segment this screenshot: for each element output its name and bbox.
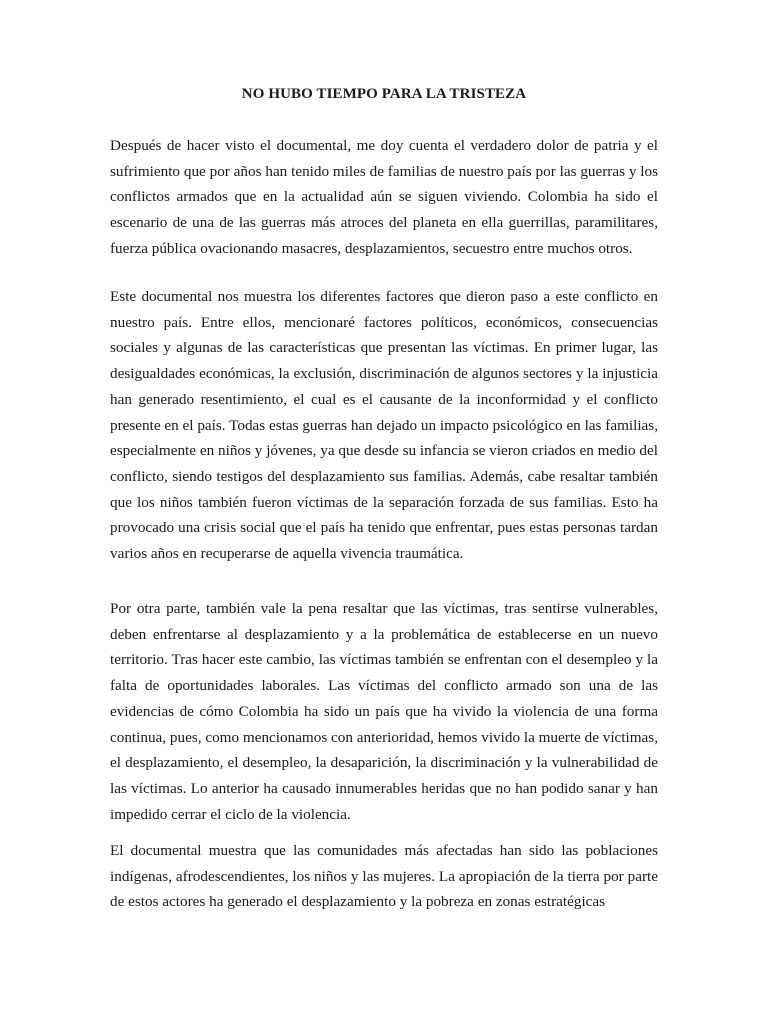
paragraph-intro: Después de hacer visto el documental, me doy cuenta el verdadero dolor de patria y el sufrimiento que por años han tenido miles de familias de nuestro país por las guerras y los conflictos armados que en la actualidad aún se siguen viviendo. Colombia ha sido el escenario de una de las guerras más atroces del planeta en ella guerrillas, paramilitares, fuerza pública ovacionando masacres, desplazamientos, secuestro entre muchos otros.: [110, 137, 658, 257]
paragraph-victims: Por otra parte, también vale la pena resaltar que las víctimas, tras sentirse vulnerables, deben enfrentarse al desplazamiento y a la problemática de establecerse en un nuevo territorio. Tras hacer este cambio, las víctimas también se enfrentan con el desempleo y la falta de oportunidades laborales. Las víctimas del conflicto armado son una de las evidencias de cómo Colombia ha sido un país que ha vivido la violencia de una forma continua, pues, como mencionamos con anterioridad, hemos vivido la muerte de víctimas, el desplazamiento, el desempleo, la desaparición, la discriminación y la vulnerabilidad de las víctimas. Lo anterior ha causado innumerables heridas que no han podido sanar y han impedido cerrar el ciclo de la violencia.: [110, 600, 658, 823]
paragraph-communities: El documental muestra que las comunidades más afectadas han sido las poblaciones indígenas, afrodescendientes, los niños y las mujeres. La apropiación de la tierra por parte de estos actores ha generado el desplazamiento y la pobreza en zonas estratégicas: [110, 842, 658, 911]
paragraph-factors: Este documental nos muestra los diferentes factores que dieron paso a este conflicto en nuestro país. Entre ellos, mencionaré factores políticos, económicos, consecuencias sociales y algunas de las características que presentan las víctimas. En primer lugar, las desigualdades económicas, la exclusión, discriminación de algunos sectores y la injusticia han generado resentimiento, el cual es el causante de la inconformidad y el conflicto presente en el país. Todas estas guerras han dejado un impacto psicológico en las familias, especialmente en niños y jóvenes, ya que desde su infancia se vieron criados en medio del conflicto, siendo testigos del desplazamiento sus familias. Además, cabe resaltar también que los niños también fueron víctimas de la separación forzada de sus familias. Esto ha provocado una crisis social que el país ha tenido que enfrentar, pues estas personas tardan varios años en recuperarse de aquella vivencia traumática.: [110, 288, 658, 563]
document-title: NO HUBO TIEMPO PARA LA TRISTEZA: [241, 86, 527, 102]
